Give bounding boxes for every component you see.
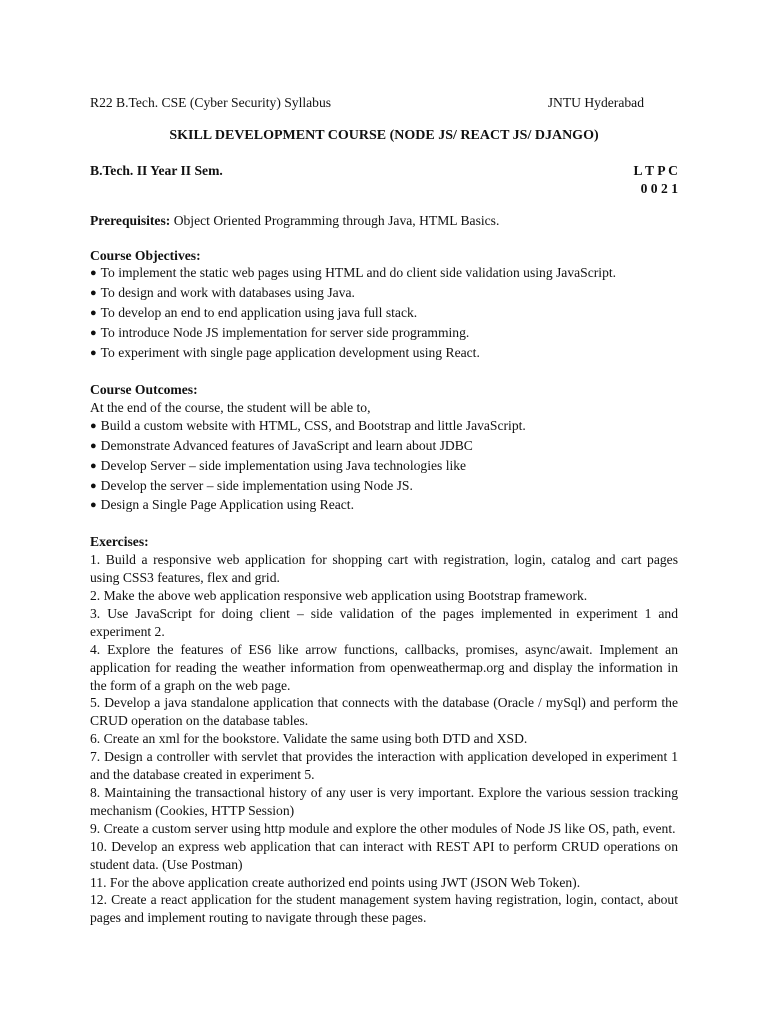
outcomes-list (90, 417, 678, 517)
outcomes-heading: Course Outcomes: (90, 381, 198, 397)
header-university: JNTU Hyderabad (547, 95, 644, 110)
objectives-list (90, 264, 678, 364)
course-objectives (90, 247, 678, 364)
list-item: 6. Create an xml for the bookstore. Validate the same using both DTD and XSD. (90, 731, 528, 747)
course-title: SKILL DEVELOPMENT COURSE (NODE JS/ REACT JS/ DJANGO) (169, 127, 599, 143)
list-item: 8. Maintaining the transactional history of any user is very important. Explore the various session tracking mechanism (Cookies, HTTP Session) (90, 785, 678, 818)
list-item: ● Develop Server – side implementation using Java technologies like (90, 457, 678, 477)
course-outcomes (90, 381, 678, 516)
list-item: ● Demonstrate Advanced features of JavaScript and learn about JDBC (90, 437, 678, 457)
list-item: ● Build a custom website with HTML, CSS, and Bootstrap and little JavaScript. (90, 417, 678, 437)
list-item: ● Develop the server – side implementation using Node JS. (90, 477, 678, 497)
list-item: 2. Make the above web application responsive web application using Bootstrap framework. (90, 588, 588, 604)
semester-label: B.Tech. II Year II Sem. (90, 162, 223, 178)
prerequisites-label: Prerequisites: (90, 212, 171, 228)
list-item: ● To introduce Node JS implementation for server side programming. (90, 324, 678, 344)
list-item: ● To experiment with single page application development using React. (90, 344, 678, 364)
exercises (90, 533, 678, 927)
outcomes-intro: At the end of the course, the student will be able to, (90, 399, 371, 415)
list-item: 10. Develop an express web application that can interact with REST API to perform CRUD operations on student data. (Use Postman) (90, 838, 678, 872)
ltpc-block (634, 162, 678, 198)
page-content (90, 94, 678, 927)
list-item: ● To design and work with databases using Java. (90, 284, 678, 304)
list-item: 4. Explore the features of ES6 like arrow functions, callbacks, promises, async/await. Implement an application for reading the weather information from openweathermap.org and display the information in the form of a graph on the web page. (90, 641, 678, 693)
prerequisites-text: Object Oriented Programming through Java, HTML Basics. (170, 212, 500, 228)
list-item: 12. Create a react application for the student management system having registration, login, contact, about pages and implement routing to navigate through these pages. (90, 892, 678, 926)
exercises-heading: Exercises: (90, 534, 149, 550)
list-item: 5. Develop a java standalone application that connects with the database (Oracle / mySql) and perform the CRUD operation on the database tables. (90, 695, 678, 729)
running-header (90, 94, 678, 112)
list-item: ● To develop an end to end application using java full stack. (90, 304, 678, 324)
list-item: 1. Build a responsive web application for shopping cart with registration, login, catalog and cart pages using CSS3 features, flex and grid. (90, 552, 678, 586)
list-item: ● To implement the static web pages using HTML and do client side validation using JavaScript. (90, 264, 678, 284)
list-item: 9. Create a custom server using http module and explore the other modules of Node JS like OS, path, event. (90, 820, 676, 836)
header-syllabus: R22 B.Tech. CSE (Cyber Security) Syllabus (90, 95, 332, 110)
prerequisites (90, 212, 678, 230)
semester-row (90, 162, 678, 198)
ltpc-labels: L T P C (633, 162, 678, 178)
ltpc-values: 0 0 2 1 (640, 180, 678, 196)
objectives-heading: Course Objectives: (90, 247, 201, 263)
list-item: 11. For the above application create authorized end points using JWT (JSON Web Token). (90, 874, 581, 890)
list-item: 7. Design a controller with servlet that provides the interaction with application developed in experiment 1 and the database created in experiment 5. (90, 749, 678, 783)
list-item: 3. Use JavaScript for doing client – side validation of the pages implemented in experiment 1 and experiment 2. (90, 605, 678, 639)
exercises-list (90, 551, 678, 927)
list-item: ● Design a Single Page Application using React. (90, 496, 678, 516)
